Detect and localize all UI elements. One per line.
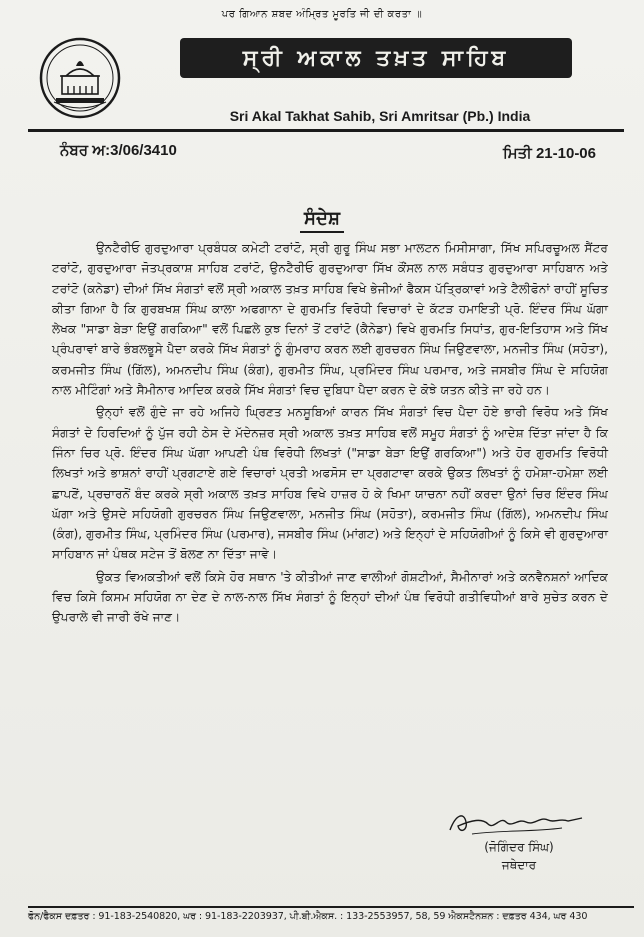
header-divider <box>28 129 624 132</box>
akal-takhat-seal-icon <box>38 36 122 120</box>
letter-date: ਮਿਤੀ 21-10-06 <box>502 145 596 162</box>
invocation-line: ਪਰ ਗਿਆਨ ਸ਼ਬਦ ਅੰਮ੍ਰਿਤ ਮੂਰਤਿ ਜੀ ਦੀ ਕਰਤਾ ॥ <box>221 9 423 20</box>
masthead-title: ਸ੍ਰੀ ਅਕਾਲ ਤਖ਼ਤ ਸਾਹਿਬ <box>180 38 572 78</box>
message-heading <box>0 208 644 229</box>
paragraph-3: ਉਕਤ ਵਿਅਕਤੀਆਂ ਵਲੋਂ ਕਿਸੇ ਹੋਰ ਸਥਾਨ 'ਤੇ ਕੀਤੀਆਂ ਜਾਣ ਵਾਲੀਆਂ ਗੋਸ਼ਟੀਆਂ, ਸੈਮੀਨਾਰਾਂ ਅਤੇ ਕਨਵੈਨਸ਼ਨਾਂ ਆਦਿਕ ਵਿਚ ਕਿਸੇ ਕਿਸਮ ਸਹਿਯੋਗ ਨਾ ਦੇਣ ਦੇ ਨਾਲ-ਨਾਲ ਸਿੱਖ ਸੰਗਤਾਂ ਨੂੰ ਇਨ੍ਹਾਂ ਦੀਆਂ ਪੰਥ ਵਿਰੋਧੀ ਗਤੀਵਿਧੀਆਂ ਬਾਰੇ ਸੁਚੇਤ ਕਰਨ ਦੇ ਉਪਰਾਲੇ ਵੀ ਜਾਰੀ ਰੱਖੇ ਜਾਣ। <box>52 569 608 625</box>
paragraph-2: ਉਨ੍ਹਾਂ ਵਲੋਂ ਗੁੰਦੇ ਜਾ ਰਹੇ ਅਜਿਹੇ ਘ੍ਰਿਣਤ ਮਨਸੂਬਿਆਂ ਕਾਰਨ ਸਿੱਖ ਸੰਗਤਾਂ ਵਿਚ ਪੈਦਾ ਹੋਏ ਭਾਰੀ ਵਿਰੋਧ ਅਤੇ ਸਿੱਖ ਸੰਗਤਾਂ ਦੇ ਹਿਰਦਿਆਂ ਨੂੰ ਪੁੱਜ ਰਹੀ ਠੇਸ ਦੇ ਮੱਦੇਨਜ਼ਰ ਸ੍ਰੀ ਅਕਾਲ ਤਖ਼ਤ ਸਾਹਿਬ ਵਲੋਂ ਸਮੂਹ ਸੰਗਤਾਂ ਨੂੰ ਆਦੇਸ਼ ਦਿੱਤਾ ਜਾਂਦਾ ਹੈ ਕਿ ਜਿੰਨਾ ਚਿਰ ਪ੍ਰੋ. ਇੰਦਰ ਸਿੰਘ ਘੱਗਾ ਆਪਣੀ ਪੰਥ ਵਿਰੋਧੀ ਲਿਖਤਾਂ ("ਸਾਡਾ ਬੇੜਾ ਇਉਂ ਗਰਕਿਆ") ਅਤੇ ਹੋਰ ਗੁਰਮਤਿ ਵਿਰੋਧੀ ਲਿਖਤਾਂ ਅਤੇ ਭਾਸ਼ਨਾਂ ਰਾਹੀਂ ਪ੍ਰਗਟਾਏ ਗਏ ਵਿਚਾਰਾਂ ਪ੍ਰਤੀ ਅਫਸੋਸ ਦਾ ਪ੍ਰਗਟਾਵਾ ਕਰਕੇ ਉਕਤ ਲਿਖਤਾਂ ਨੂੰ ਹਮੇਸ਼ਾ-ਹਮੇਸ਼ਾ ਲਈ ਛਾਪਣੋਂ, ਪ੍ਰਚਾਰਨੋਂ ਬੰਦ ਕਰਕੇ ਸ੍ਰੀ ਅਕਾਲ ਤਖ਼ਤ ਸਾਹਿਬ ਵਿਖੇ ਹਾਜ਼ਰ ਹੋ ਕੇ ਖਿਮਾ ਯਾਚਨਾ ਨਹੀਂ ਕਰਦਾ ਉਨਾਂ ਚਿਰ ਇੰਦਰ ਸਿੰਘ ਘੱਗਾ ਅਤੇ ਉਸਦੇ ਸਹਿਯੋਗੀ ਗੁਰਚਰਨ ਸਿੰਘ ਜਿਉਣਵਾਲਾ, ਮਨਜੀਤ ਸਿੰਘ (ਸਹੋਤਾ), ਕਰਮਜੀਤ ਸਿੰਘ (ਗਿੱਲ), ਅਮਨਦੀਪ ਸਿੰਘ (ਕੰਗ), ਗੁਰਮੀਤ ਸਿੰਘ, ਪ੍ਰਮਿੰਦਰ ਸਿੰਘ (ਪਰਮਾਰ), ਜਸਬੀਰ ਸਿੰਘ (ਮਾਂਗਟ) ਅਤੇ ਇਨ੍ਹਾਂ ਦੇ ਸਹਿਯੋਗੀਆਂ ਨੂੰ ਕਿਸੇ ਵੀ ਗੁਰਦੁਆਰਾ ਸਾਹਿਬਾਨ ਜਾਂ ਪੰਥਕ ਸਟੇਜ ਤੋਂ ਬੋਲਣ ਨਾ ਦਿੱਤਾ ਜਾਵੇ। <box>52 405 608 562</box>
footer-contact: ਫੋਨ/ਫੈਕਸ ਦਫ਼ਤਰ : 91-183-2540820, ਘਰ : 91-183-2203937, ਪੀ.ਬੀ.ਐਕਸ. : 133-2553957, 58, 59 ਐਕਸਟੈਨਸ਼ਨ : ਦਫ਼ਤਰ 434, ਘਰ 430 <box>28 911 588 922</box>
message-heading-text: ਸੰਦੇਸ਼ <box>300 208 344 233</box>
footer-divider <box>28 906 634 908</box>
reference-number: ਨੰਬਰ ਅ:3/06/3410 <box>60 142 177 159</box>
handwritten-signature <box>442 808 592 840</box>
paragraph-1: ਉਨਟੈਰੀਓ ਗੁਰਦੁਆਰਾ ਪ੍ਰਬੰਧਕ ਕਮੇਟੀ ਟਰਾਂਟੋ, ਸ੍ਰੀ ਗੁਰੂ ਸਿੰਘ ਸਭਾ ਮਾਲਟਨ ਮਿਸੀਸਾਗਾ, ਸਿੱਖ ਸਪਿਰਚੂਅਲ ਸੈਂਟਰ ਟਰਾਂਟੋ, ਗੁਰਦੁਆਰਾ ਜੋਤਪ੍ਰਕਾਸ਼ ਸਾਹਿਬ ਟਰਾਂਟੋ, ਉਨਟੈਰੀਓ ਗੁਰਦੁਆਰਾ ਸਿੱਖ ਕੌਂਸਲ ਨਾਲ ਸਬੰਧਤ ਗੁਰਦੁਆਰਾ ਸਾਹਿਬਾਨ ਅਤੇ ਟਰਾਂਟੋ (ਕਨੇਡਾ) ਦੀਆਂ ਸਿੱਖ ਸੰਗਤਾਂ ਵਲੋਂ ਸ੍ਰੀ ਅਕਾਲ ਤਖ਼ਤ ਸਾਹਿਬ ਵਿਖੇ ਭੇਜੀਆਂ ਫੈਕਸ ਪੱਤ੍ਰਿਕਾਵਾਂ ਅਤੇ ਟੈਲੀਫੋਨਾਂ ਰਾਹੀਂ ਸੂਚਿਤ ਕੀਤਾ ਗਿਆ ਹੈ ਕਿ ਗੁਰਬਖਸ਼ ਸਿੰਘ ਕਾਲਾ ਅਫਗਾਨਾ ਦੇ ਗੁਰਮਤਿ ਵਿਰੋਧੀ ਵਿਚਾਰਾਂ ਦੇ ਕੱਟੜ ਹਮਾਇਤੀ ਪ੍ਰੋ. ਇੰਦਰ ਸਿੰਘ ਘੱਗਾ ਲੇਖਕ "ਸਾਡਾ ਬੇੜਾ ਇਉਂ ਗਰਕਿਆ" ਵਲੋਂ ਪਿਛਲੇ ਕੁਝ ਦਿਨਾਂ ਤੋਂ ਟਰਾਂਟੋ (ਕੈਨੇਡਾ) ਵਿਖੇ ਗੁਰਮਤਿ ਸਿਧਾਂਤ, ਗੁਰ-ਇਤਿਹਾਸ ਅਤੇ ਸਿੱਖ ਪ੍ਰੰਪਰਾਵਾਂ ਬਾਰੇ ਭੰਬਲਭੂਸੇ ਪੈਦਾ ਕਰਕੇ ਸਿੱਖ ਸੰਗਤਾਂ ਨੂੰ ਗੁੰਮਰਾਹ ਕਰਨ ਲਈ ਗੁਰਚਰਨ ਸਿੰਘ ਜਿਉਣਵਾਲਾ, ਮਨਜੀਤ ਸਿੰਘ (ਸਹੋਤਾ), ਕਰਮਜੀਤ ਸਿੰਘ (ਗਿੱਲ), ਅਮਨਦੀਪ ਸਿੰਘ (ਕੰਗ), ਗੁਰਮੀਤ ਸਿੰਘ, ਪ੍ਰਮਿੰਦਰ ਸਿੰਘ ਪਰਮਾਰ, ਅਤੇ ਜਸਬੀਰ ਸਿੰਘ ਦੇ ਸਹਿਯੋਗ ਨਾਲ ਮੀਟਿੰਗਾਂ ਅਤੇ ਸੈਮੀਨਾਰ ਆਦਿਕ ਕਰਕੇ ਸਿੱਖ ਸੰਗਤਾਂ ਵਿਚ ਦੁਬਿਧਾ ਪੈਦਾ ਕਰਨ ਦੇ ਕੋਝੇ ਯਤਨ ਕੀਤੇ ਜਾ ਰਹੇ ਹਨ। <box>52 241 608 398</box>
organization-line: Sri Akal Takhat Sahib, Sri Amritsar (Pb.) India <box>229 108 531 124</box>
message-body <box>52 238 608 628</box>
signatory-designation: ਜਥੇਦਾਰ <box>501 858 537 872</box>
signatory-name: (ਜੋਗਿੰਦਰ ਸਿੰਘ) <box>484 840 554 854</box>
